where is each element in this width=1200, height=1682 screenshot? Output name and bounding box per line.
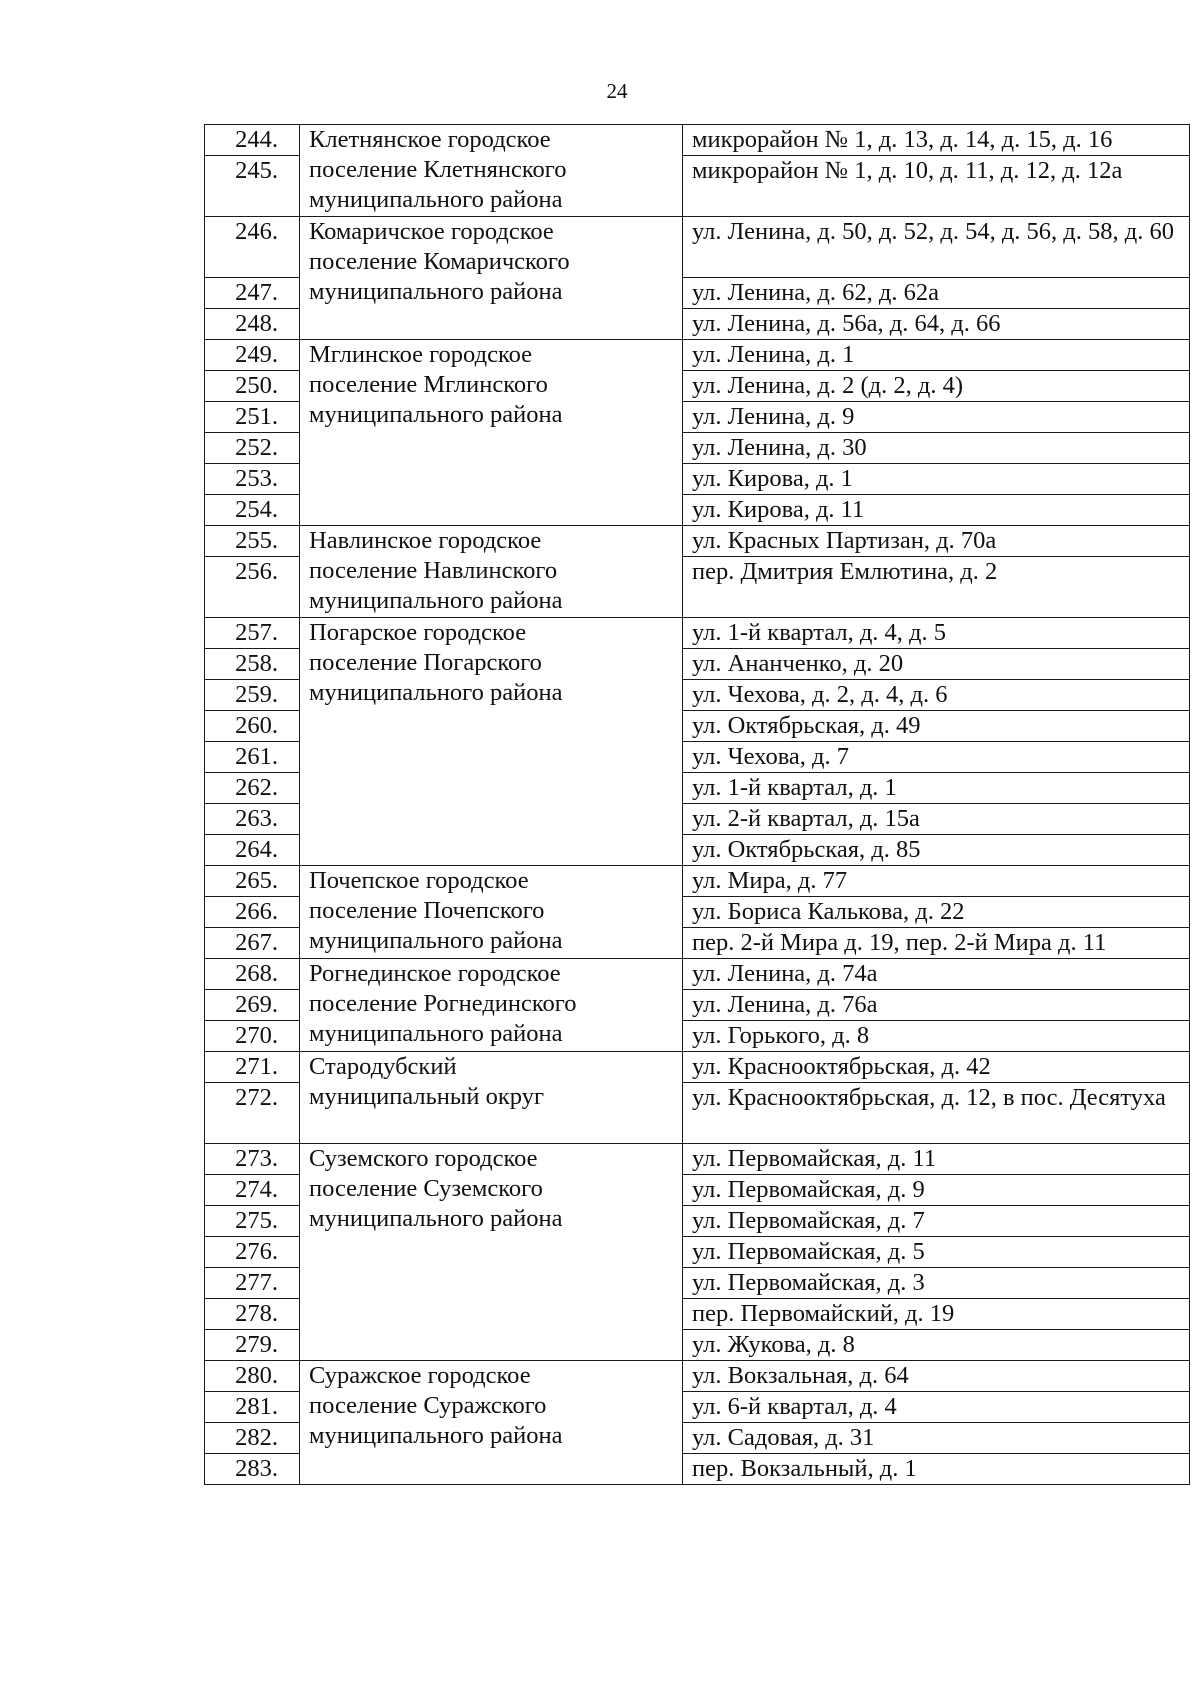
address-cell: ул. Первомайская, д. 5 <box>683 1237 1190 1268</box>
settlement-cell <box>300 526 683 618</box>
settlement-name-line: поселение Погарского <box>309 649 542 676</box>
row-number: 249. <box>205 340 300 371</box>
row-number: 259. <box>205 680 300 711</box>
settlement-name-line: Стародубский <box>309 1053 457 1080</box>
settlement-cell <box>300 959 683 1052</box>
address-cell: пер. Вокзальный, д. 1 <box>683 1454 1190 1485</box>
row-number: 264. <box>205 835 300 866</box>
address-cell: ул. Мира, д. 77 <box>683 866 1190 897</box>
settlement-cell <box>300 1052 683 1144</box>
address-cell: ул. Кирова, д. 11 <box>683 495 1190 526</box>
address-cell: ул. Октябрьская, д. 49 <box>683 711 1190 742</box>
row-number: 266. <box>205 897 300 928</box>
address-cell: микрорайон № 1, д. 10, д. 11, д. 12, д. 12а <box>683 156 1190 217</box>
address-cell: ул. Первомайская, д. 11 <box>683 1144 1190 1175</box>
settlement-name-line: Клетнянское городское <box>309 126 551 153</box>
settlement-name-line: муниципального района <box>309 278 563 305</box>
address-cell: микрорайон № 1, д. 13, д. 14, д. 15, д. 16 <box>683 125 1190 156</box>
address-cell: ул. Вокзальная, д. 64 <box>683 1361 1190 1392</box>
row-number: 265. <box>205 866 300 897</box>
row-number: 244. <box>205 125 300 156</box>
address-cell: ул. Первомайская, д. 9 <box>683 1175 1190 1206</box>
settlement-name-line: муниципального района <box>309 1205 563 1232</box>
table-row <box>205 217 1190 278</box>
address-cell: ул. Ленина, д. 1 <box>683 340 1190 371</box>
settlement-name-line: муниципального района <box>309 587 563 614</box>
address-cell: ул. Чехова, д. 7 <box>683 742 1190 773</box>
settlement-name-line: Мглинское городское <box>309 341 533 368</box>
row-number: 267. <box>205 928 300 959</box>
row-number: 245. <box>205 156 300 217</box>
address-cell: ул. 6-й квартал, д. 4 <box>683 1392 1190 1423</box>
settlement-name-line: Рогнединское городское <box>309 960 561 987</box>
address-cell: ул. 1-й квартал, д. 4, д. 5 <box>683 618 1190 649</box>
settlement-name-line: Навлинское городское <box>309 527 542 554</box>
address-cell: ул. Ленина, д. 9 <box>683 402 1190 433</box>
settlement-name-line: поселение Рогнединского <box>309 990 577 1017</box>
address-cell: ул. Красных Партизан, д. 70а <box>683 526 1190 557</box>
row-number: 258. <box>205 649 300 680</box>
row-number: 278. <box>205 1299 300 1330</box>
page-number: 24 <box>606 79 628 103</box>
row-number: 246. <box>205 217 300 278</box>
settlement-name-line: муниципального района <box>309 1422 563 1449</box>
settlement-name-line: поселение Комаричского <box>309 248 570 275</box>
table-row <box>205 618 1190 649</box>
settlement-cell <box>300 125 683 217</box>
settlement-name-line: Почепское городское <box>309 867 529 894</box>
table-row <box>205 1361 1190 1392</box>
address-cell: ул. Краснооктябрьская, д. 42 <box>683 1052 1190 1083</box>
row-number: 248. <box>205 309 300 340</box>
address-cell: ул. Чехова, д. 2, д. 4, д. 6 <box>683 680 1190 711</box>
row-number: 262. <box>205 773 300 804</box>
row-number: 252. <box>205 433 300 464</box>
settlement-name-line: муниципального района <box>309 679 563 706</box>
row-number: 282. <box>205 1423 300 1454</box>
table-row <box>205 526 1190 557</box>
settlement-name-line: муниципального района <box>309 927 563 954</box>
address-cell: ул. Ленина, д. 74а <box>683 959 1190 990</box>
settlement-name-line: поселение Почепского <box>309 897 545 924</box>
address-cell: пер. 2-й Мира д. 19, пер. 2-й Мира д. 11 <box>683 928 1190 959</box>
address-cell: ул. Первомайская, д. 3 <box>683 1268 1190 1299</box>
row-number: 268. <box>205 959 300 990</box>
address-table <box>204 124 1190 1485</box>
row-number: 273. <box>205 1144 300 1175</box>
row-number: 257. <box>205 618 300 649</box>
row-number: 280. <box>205 1361 300 1392</box>
address-cell: ул. Бориса Калькова, д. 22 <box>683 897 1190 928</box>
table-row <box>205 1144 1190 1175</box>
table-row <box>205 340 1190 371</box>
address-cell: ул. 2-й квартал, д. 15а <box>683 804 1190 835</box>
address-cell: ул. Садовая, д. 31 <box>683 1423 1190 1454</box>
row-number: 256. <box>205 557 300 618</box>
address-cell: ул. Жукова, д. 8 <box>683 1330 1190 1361</box>
row-number: 275. <box>205 1206 300 1237</box>
settlement-name-line: Погарское городское <box>309 619 527 646</box>
row-number: 269. <box>205 990 300 1021</box>
settlement-cell <box>300 1144 683 1361</box>
settlement-name-line: поселение Суражского <box>309 1392 547 1419</box>
table-row <box>205 866 1190 897</box>
settlement-cell <box>300 1361 683 1485</box>
address-cell: ул. Краснооктябрьская, д. 12, в пос. Десятуха <box>683 1083 1190 1144</box>
row-number: 272. <box>205 1083 300 1144</box>
address-cell: ул. Первомайская, д. 7 <box>683 1206 1190 1237</box>
table-row <box>205 125 1190 156</box>
settlement-name-line: Суражское городское <box>309 1362 531 1389</box>
address-cell: ул. Горького, д. 8 <box>683 1021 1190 1052</box>
row-number: 270. <box>205 1021 300 1052</box>
address-cell: ул. Ленина, д. 50, д. 52, д. 54, д. 56, д. 58, д. 60 <box>683 217 1190 278</box>
table-row <box>205 959 1190 990</box>
settlement-name-line: муниципальный округ <box>309 1083 544 1110</box>
settlement-cell <box>300 217 683 340</box>
row-number: 277. <box>205 1268 300 1299</box>
address-cell: ул. Ленина, д. 62, д. 62а <box>683 278 1190 309</box>
settlement-name-line: Комаричское городское <box>309 218 554 245</box>
settlement-cell <box>300 866 683 959</box>
address-cell: ул. Ленина, д. 76а <box>683 990 1190 1021</box>
row-number: 263. <box>205 804 300 835</box>
row-number: 279. <box>205 1330 300 1361</box>
row-number: 254. <box>205 495 300 526</box>
address-cell: ул. 1-й квартал, д. 1 <box>683 773 1190 804</box>
settlement-name-line: поселение Мглинского <box>309 371 548 398</box>
row-number: 271. <box>205 1052 300 1083</box>
settlement-name-line: Суземского городское <box>309 1145 538 1172</box>
row-number: 274. <box>205 1175 300 1206</box>
settlement-name-line: муниципального района <box>309 186 563 213</box>
address-cell: ул. Ленина, д. 30 <box>683 433 1190 464</box>
address-table-body <box>205 125 1190 1485</box>
settlement-name-line: поселение Клетнянского <box>309 156 567 183</box>
settlement-name-line: муниципального района <box>309 1020 563 1047</box>
row-number: 250. <box>205 371 300 402</box>
address-cell: ул. Октябрьская, д. 85 <box>683 835 1190 866</box>
table-row <box>205 1052 1190 1083</box>
row-number: 281. <box>205 1392 300 1423</box>
row-number: 261. <box>205 742 300 773</box>
address-cell: ул. Ананченко, д. 20 <box>683 649 1190 680</box>
row-number: 253. <box>205 464 300 495</box>
row-number: 251. <box>205 402 300 433</box>
address-cell: ул. Кирова, д. 1 <box>683 464 1190 495</box>
row-number: 255. <box>205 526 300 557</box>
address-cell: пер. Дмитрия Емлютина, д. 2 <box>683 557 1190 618</box>
row-number: 247. <box>205 278 300 309</box>
settlement-cell <box>300 340 683 526</box>
address-cell: ул. Ленина, д. 56а, д. 64, д. 66 <box>683 309 1190 340</box>
settlement-cell <box>300 618 683 866</box>
settlement-name-line: поселение Суземского <box>309 1175 543 1202</box>
address-cell: пер. Первомайский, д. 19 <box>683 1299 1190 1330</box>
row-number: 260. <box>205 711 300 742</box>
settlement-name-line: поселение Навлинского <box>309 557 558 584</box>
row-number: 283. <box>205 1454 300 1485</box>
settlement-name-line: муниципального района <box>309 401 563 428</box>
row-number: 276. <box>205 1237 300 1268</box>
address-cell: ул. Ленина, д. 2 (д. 2, д. 4) <box>683 371 1190 402</box>
